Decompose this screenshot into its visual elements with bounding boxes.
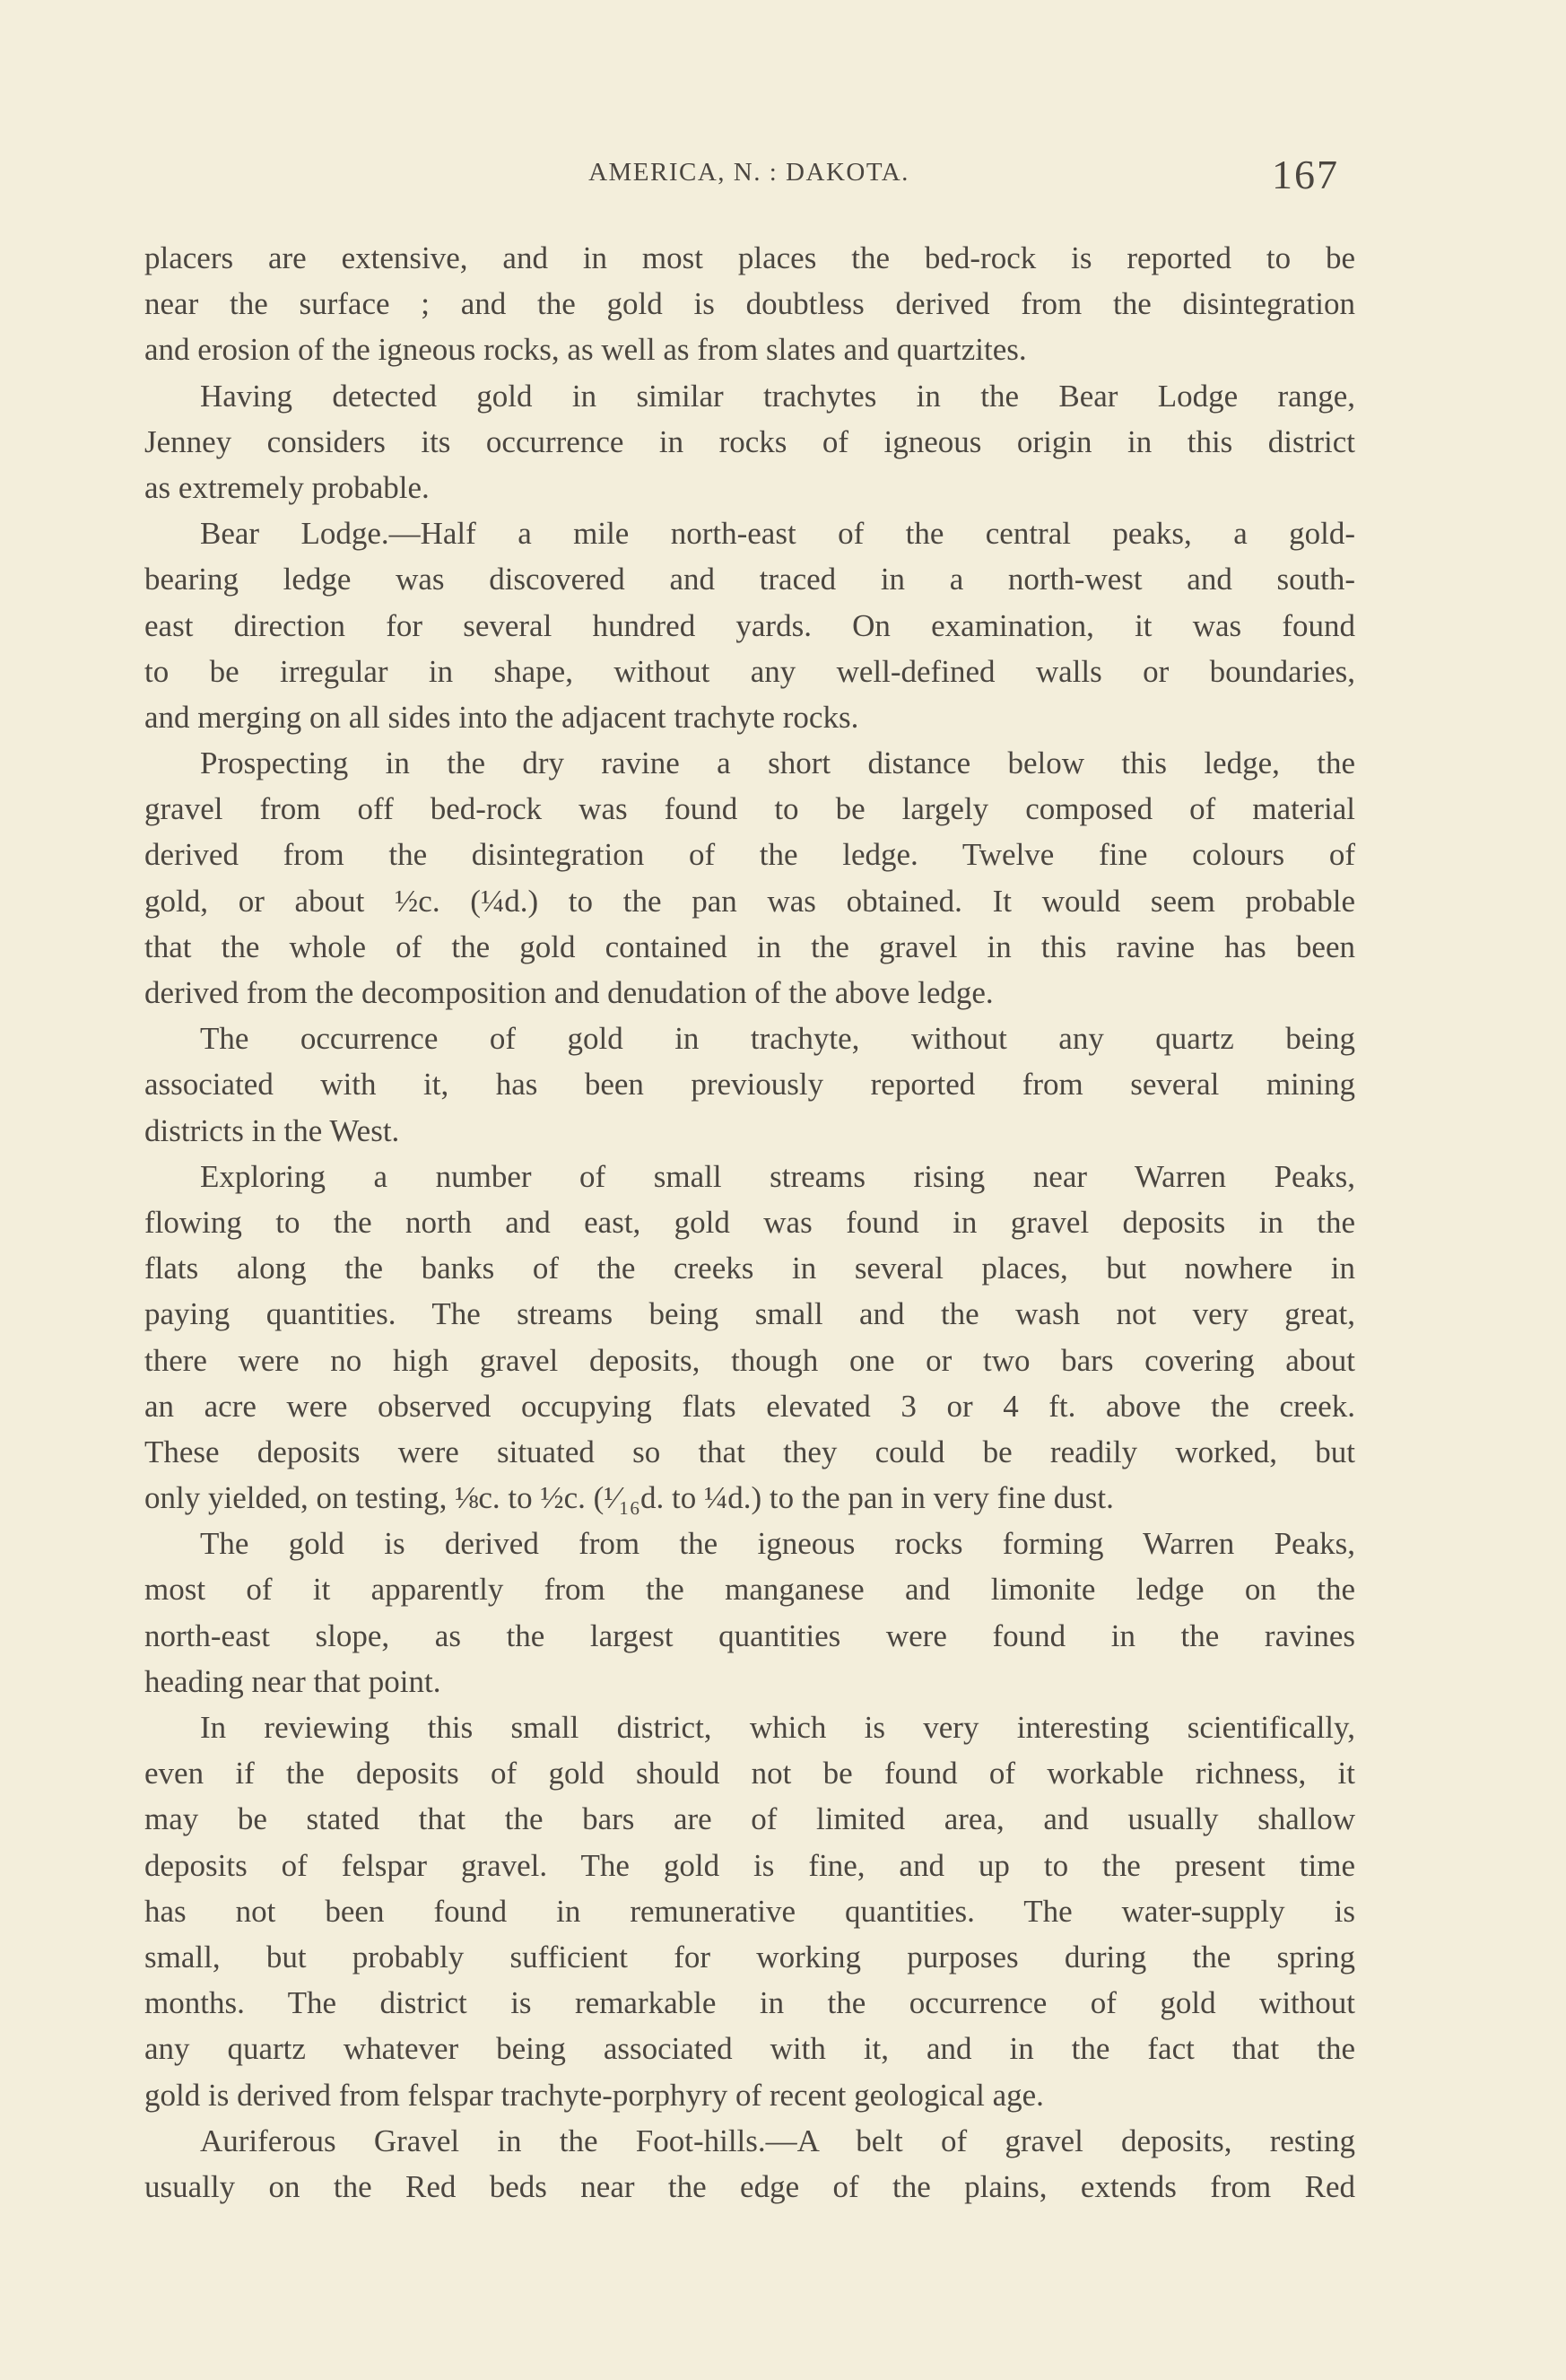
text-line: east direction for several hundred yards. On examination, it was found	[144, 607, 1355, 643]
paragraph	[144, 235, 1355, 373]
text-line: flats along the banks of the creeks in several places, but nowhere in	[144, 1251, 1355, 1286]
text-line: north-east slope, as the largest quantities were found in the ravines	[144, 1617, 1355, 1653]
text-line: derived from the disintegration of the ledge. Twelve fine colours of	[144, 837, 1355, 873]
text-line: near the surface ; and the gold is doubtless derived from the disintegration	[144, 286, 1355, 322]
text-line: Auriferous Gravel in the Foot-hills.—A belt of gravel deposits, resting	[200, 2123, 1355, 2158]
text-line: only yielded, on testing, ⅛c. to ½c. (¹⁄₁₆d. to ¼d.) to the pan in very fine dust.	[144, 1480, 1114, 1516]
text-line: and erosion of the igneous rocks, as well as from slates and quartzites.	[144, 332, 1027, 368]
text-line: bearing ledge was discovered and traced in a north-west and south-	[144, 562, 1355, 597]
text-line: In reviewing this small district, which is very interesting scientifically,	[200, 1710, 1355, 1745]
paragraph	[144, 510, 1355, 740]
text-line: there were no high gravel deposits, though one or two bars covering about	[144, 1342, 1355, 1378]
text-line: and merging on all sides into the adjacent trachyte rocks.	[144, 699, 859, 735]
text-line: Having detected gold in similar trachytes in the Bear Lodge range,	[200, 378, 1355, 414]
paragraph	[144, 2118, 1355, 2210]
text-line: to be irregular in shape, without any well-defined walls or boundaries,	[144, 653, 1355, 689]
running-head-title: AMERICA, N. : DAKOTA.	[588, 158, 909, 187]
text-line: as extremely probable.	[144, 469, 430, 505]
text-line: gold, or about ½c. (¼d.) to the pan was obtained. It would seem probable	[144, 883, 1355, 919]
text-line: months. The district is remarkable in the occurrence of gold without	[144, 1985, 1355, 2021]
text-line: Bear Lodge.—Half a mile north-east of the central peaks, a gold-	[200, 516, 1355, 552]
text-line: even if the deposits of gold should not be found of workable richness, it	[144, 1756, 1355, 1792]
text-line: The gold is derived from the igneous rocks forming Warren Peaks,	[200, 1526, 1355, 1562]
text-line: heading near that point.	[144, 1663, 441, 1699]
paragraph	[144, 1016, 1355, 1154]
text-line: Jenney considers its occurrence in rocks of igneous origin in this district	[144, 423, 1355, 459]
text-line: usually on the Red beds near the edge of the plains, extends from Red	[144, 2168, 1355, 2204]
text-line: gravel from off bed-rock was found to be largely composed of material	[144, 791, 1355, 827]
text-line: deposits of felspar gravel. The gold is fine, and up to the present time	[144, 1847, 1355, 1883]
text-line: districts in the West.	[144, 1112, 400, 1148]
text-line: paying quantities. The streams being small and the wash not very great,	[144, 1296, 1355, 1332]
text-line: associated with it, has been previously reported from several mining	[144, 1067, 1355, 1103]
text-line: These deposits were situated so that they could be readily worked, but	[144, 1434, 1355, 1469]
text-line: The occurrence of gold in trachyte, without any quartz being	[200, 1021, 1355, 1057]
paragraph	[144, 1521, 1355, 1704]
paragraph	[144, 373, 1355, 511]
text-line: Exploring a number of small streams rising near Warren Peaks,	[200, 1158, 1355, 1194]
text-line: placers are extensive, and in most places the bed-rock is reported to be	[144, 240, 1355, 275]
text-line: may be stated that the bars are of limited area, and usually shallow	[144, 1801, 1355, 1837]
text-line: flowing to the north and east, gold was found in gravel deposits in the	[144, 1204, 1355, 1240]
text-line: derived from the decomposition and denudation of the above ledge.	[144, 975, 994, 1010]
text-line: any quartz whatever being associated with it, and in the fact that the	[144, 2031, 1355, 2067]
body-text	[144, 235, 1355, 2210]
text-line: that the whole of the gold contained in the gravel in this ravine has been	[144, 928, 1355, 964]
text-line: gold is derived from felspar trachyte-porphyry of recent geological age.	[144, 2077, 1044, 2113]
text-line: most of it apparently from the manganese and limonite ledge on the	[144, 1572, 1355, 1608]
paragraph	[144, 1154, 1355, 1521]
paragraph	[144, 1704, 1355, 2118]
text-line: has not been found in remunerative quantities. The water-supply is	[144, 1893, 1355, 1929]
text-line: small, but probably sufficient for working purposes during the spring	[144, 1939, 1355, 1975]
text-line: an acre were observed occupying flats elevated 3 or 4 ft. above the creek.	[144, 1388, 1355, 1424]
running-head	[0, 151, 1566, 205]
page-number: 167	[1272, 152, 1339, 197]
paragraph	[144, 740, 1355, 1016]
text-line: Prospecting in the dry ravine a short distance below this ledge, the	[200, 745, 1355, 781]
